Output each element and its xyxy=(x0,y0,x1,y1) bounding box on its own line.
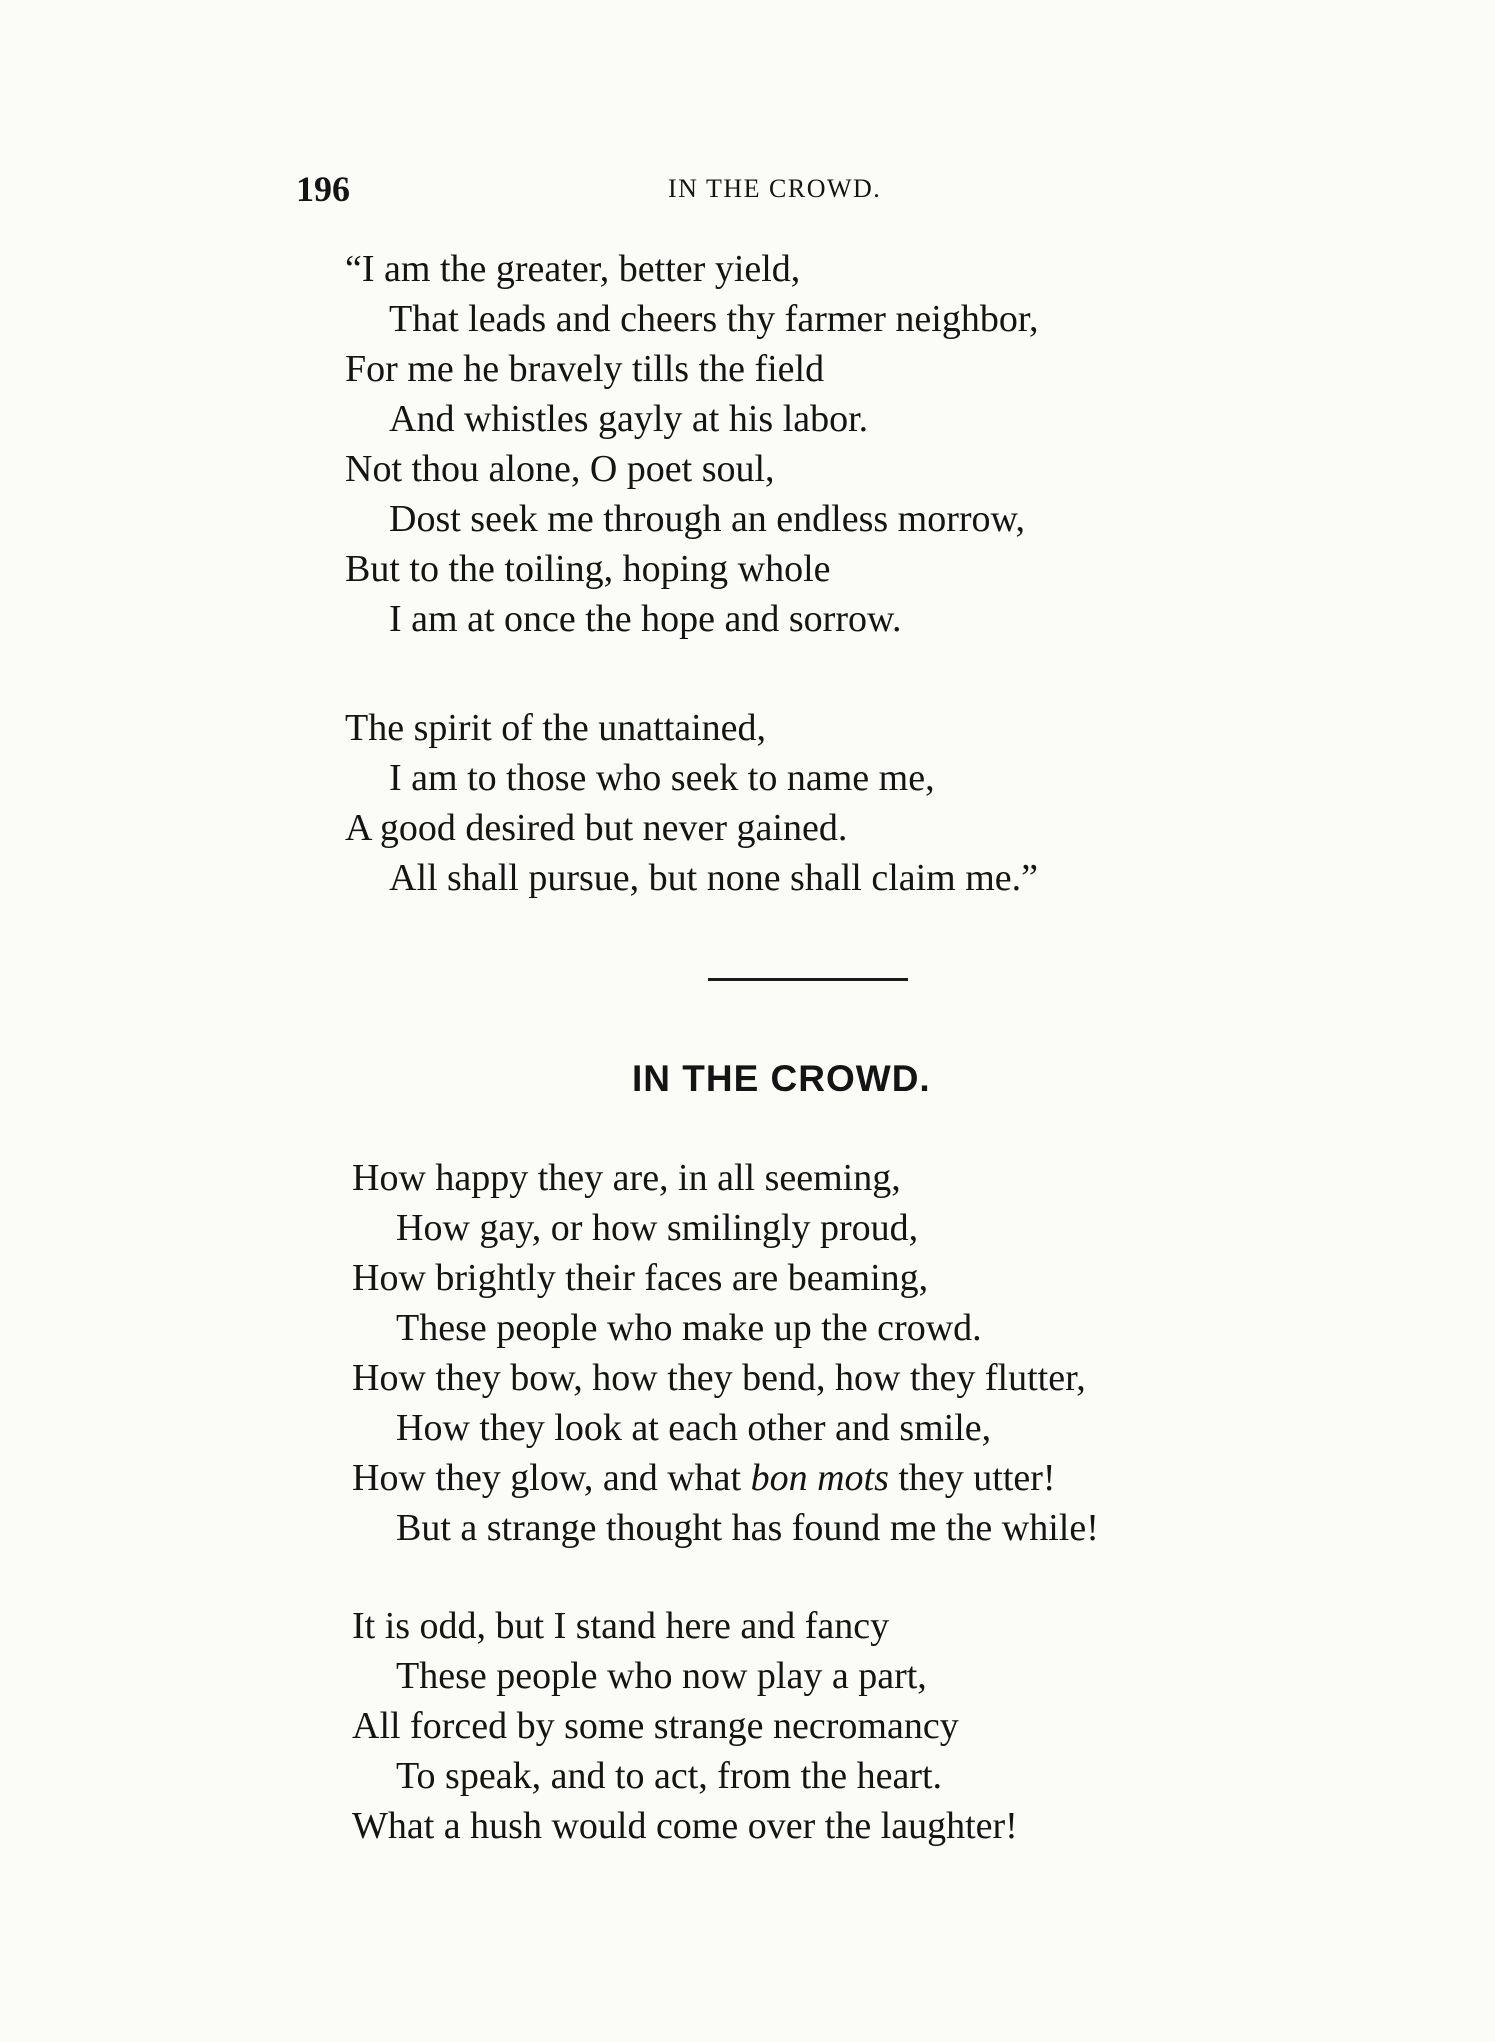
verse-line: It is odd, but I stand here and fancy xyxy=(352,1605,890,1647)
verse-line: How happy they are, in all seeming, xyxy=(352,1157,901,1199)
section-divider xyxy=(708,978,908,981)
verse-line: And whistles gayly at his labor. xyxy=(389,398,869,440)
verse-line: All shall pursue, but none shall claim me.” xyxy=(389,857,1039,899)
verse-line: “I am the greater, better yield, xyxy=(345,248,801,290)
verse-line: But to the toiling, hoping whole xyxy=(345,548,831,590)
verse-line: To speak, and to act, from the heart. xyxy=(396,1755,943,1797)
poem-stanza-1 xyxy=(352,1153,1352,1553)
verse-line: I am at once the hope and sorrow. xyxy=(389,598,902,640)
running-title: IN THE CROWD. xyxy=(668,174,882,203)
verse-line: That leads and cheers thy farmer neighbor, xyxy=(389,298,1039,340)
verse-line: A good desired but never gained. xyxy=(345,807,848,849)
verse-line: These people who make up the crowd. xyxy=(396,1307,982,1349)
verse-line: Dost seek me through an endless morrow, xyxy=(389,498,1026,540)
verse-line: How gay, or how smilingly proud, xyxy=(396,1207,919,1249)
verse-text: they utter! xyxy=(888,1457,1056,1499)
poem-title: IN THE CROWD. xyxy=(632,1058,931,1099)
running-head xyxy=(296,168,1196,208)
verse-line: These people who now play a part, xyxy=(396,1655,927,1697)
verse-line: I am to those who seek to name me, xyxy=(389,757,935,799)
verse-line: Not thou alone, O poet soul, xyxy=(345,448,775,490)
verse-line: All forced by some strange necromancy xyxy=(352,1705,959,1747)
verse-text: How they glow, and what xyxy=(352,1457,751,1499)
previous-poem-stanza-2 xyxy=(345,703,1345,903)
verse-line: How they bow, how they bend, how they flutter, xyxy=(352,1357,1086,1399)
verse-line: But a strange thought has found me the while! xyxy=(396,1507,1099,1549)
poem-stanza-2 xyxy=(352,1601,1352,1851)
verse-line: For me he bravely tills the field xyxy=(345,348,825,390)
verse-line: How they look at each other and smile, xyxy=(396,1407,992,1449)
verse-line: The spirit of the unattained, xyxy=(345,707,767,749)
page-number: 196 xyxy=(296,169,350,209)
italic-phrase: bon mots xyxy=(750,1457,889,1499)
verse-line: How brightly their faces are beaming, xyxy=(352,1257,929,1299)
verse-line: What a hush would come over the laughter! xyxy=(352,1805,1018,1847)
verse-line xyxy=(352,1453,1352,1503)
previous-poem-stanza-1 xyxy=(345,244,1345,644)
